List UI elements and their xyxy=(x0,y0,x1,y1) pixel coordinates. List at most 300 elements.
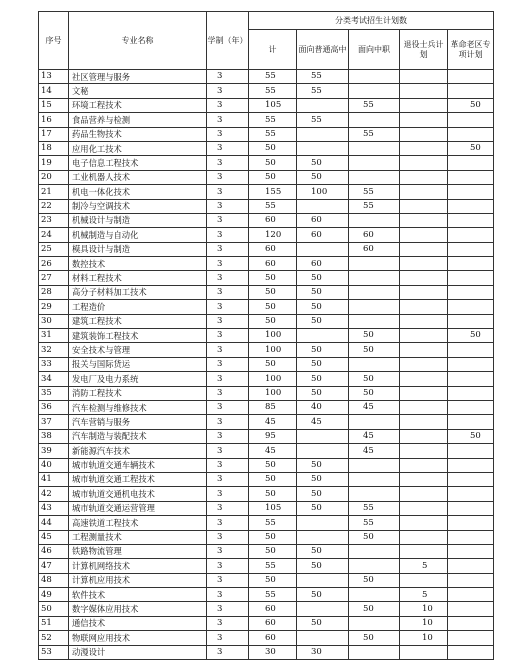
cell-general xyxy=(297,141,349,155)
enrollment-plan-table xyxy=(38,11,494,660)
cell-total: 55 xyxy=(249,516,297,530)
cell-revolutionary xyxy=(448,616,494,630)
cell-revolutionary xyxy=(448,530,494,544)
cell-general: 50 xyxy=(297,170,349,184)
table-row xyxy=(39,213,494,227)
cell-general xyxy=(297,444,349,458)
cell-years: 3 xyxy=(207,372,249,386)
table-row xyxy=(39,185,494,199)
cell-veterans xyxy=(400,98,448,112)
cell-secondary: 50 xyxy=(349,602,400,616)
cell-name: 高速铁道工程技术 xyxy=(69,516,207,530)
cell-veterans xyxy=(400,213,448,227)
table-row xyxy=(39,444,494,458)
cell-revolutionary xyxy=(448,400,494,414)
cell-secondary xyxy=(349,156,400,170)
cell-total: 45 xyxy=(249,415,297,429)
cell-revolutionary xyxy=(448,444,494,458)
cell-years: 3 xyxy=(207,84,249,98)
cell-general: 60 xyxy=(297,257,349,271)
header-years: 学制（年） xyxy=(207,12,249,70)
table-row xyxy=(39,616,494,630)
cell-general: 50 xyxy=(297,616,349,630)
table-row xyxy=(39,127,494,141)
cell-years: 3 xyxy=(207,343,249,357)
cell-revolutionary xyxy=(448,170,494,184)
table-row xyxy=(39,472,494,486)
cell-revolutionary xyxy=(448,228,494,242)
cell-no: 19 xyxy=(39,156,69,170)
cell-no: 35 xyxy=(39,386,69,400)
cell-revolutionary xyxy=(448,84,494,98)
cell-revolutionary xyxy=(448,487,494,501)
cell-total: 60 xyxy=(249,602,297,616)
cell-no: 13 xyxy=(39,70,69,84)
table-row xyxy=(39,70,494,84)
cell-years: 3 xyxy=(207,257,249,271)
cell-revolutionary xyxy=(448,559,494,573)
cell-name: 数控技术 xyxy=(69,257,207,271)
cell-total: 45 xyxy=(249,444,297,458)
cell-general xyxy=(297,631,349,645)
cell-name: 文秘 xyxy=(69,84,207,98)
cell-name: 电子信息工程技术 xyxy=(69,156,207,170)
cell-veterans xyxy=(400,444,448,458)
cell-secondary: 50 xyxy=(349,386,400,400)
cell-name: 计算机应用技术 xyxy=(69,573,207,587)
cell-veterans: 5 xyxy=(400,588,448,602)
table-row xyxy=(39,343,494,357)
cell-years: 3 xyxy=(207,530,249,544)
cell-secondary xyxy=(349,300,400,314)
table-row xyxy=(39,156,494,170)
cell-general xyxy=(297,127,349,141)
cell-general: 30 xyxy=(297,645,349,659)
table-row xyxy=(39,314,494,328)
cell-no: 39 xyxy=(39,444,69,458)
cell-veterans xyxy=(400,516,448,530)
table-row xyxy=(39,386,494,400)
table-row xyxy=(39,271,494,285)
table-row xyxy=(39,588,494,602)
cell-secondary xyxy=(349,415,400,429)
cell-general: 50 xyxy=(297,386,349,400)
cell-secondary xyxy=(349,141,400,155)
cell-name: 建筑工程技术 xyxy=(69,314,207,328)
table-row xyxy=(39,372,494,386)
cell-revolutionary xyxy=(448,516,494,530)
cell-veterans xyxy=(400,113,448,127)
cell-no: 15 xyxy=(39,98,69,112)
cell-total: 50 xyxy=(249,141,297,155)
cell-secondary: 55 xyxy=(349,516,400,530)
cell-secondary xyxy=(349,616,400,630)
cell-general: 50 xyxy=(297,343,349,357)
cell-revolutionary xyxy=(448,156,494,170)
cell-revolutionary xyxy=(448,70,494,84)
cell-secondary: 50 xyxy=(349,372,400,386)
cell-no: 49 xyxy=(39,588,69,602)
cell-name: 汽车制造与装配技术 xyxy=(69,429,207,443)
cell-general: 50 xyxy=(297,487,349,501)
cell-no: 18 xyxy=(39,141,69,155)
table-row xyxy=(39,329,494,343)
cell-revolutionary: 50 xyxy=(448,141,494,155)
cell-general xyxy=(297,530,349,544)
cell-name: 消防工程技术 xyxy=(69,386,207,400)
cell-veterans xyxy=(400,343,448,357)
cell-name: 汽车检测与维修技术 xyxy=(69,400,207,414)
cell-secondary: 55 xyxy=(349,98,400,112)
cell-revolutionary xyxy=(448,372,494,386)
cell-revolutionary: 50 xyxy=(448,329,494,343)
cell-years: 3 xyxy=(207,156,249,170)
cell-veterans xyxy=(400,285,448,299)
cell-name: 安全技术与管理 xyxy=(69,343,207,357)
cell-veterans xyxy=(400,415,448,429)
cell-revolutionary xyxy=(448,386,494,400)
cell-general: 50 xyxy=(297,559,349,573)
cell-general xyxy=(297,98,349,112)
cell-total: 100 xyxy=(249,329,297,343)
cell-name: 数字媒体应用技术 xyxy=(69,602,207,616)
cell-years: 3 xyxy=(207,588,249,602)
cell-revolutionary xyxy=(448,588,494,602)
cell-general: 60 xyxy=(297,213,349,227)
cell-veterans xyxy=(400,70,448,84)
cell-veterans xyxy=(400,242,448,256)
cell-years: 3 xyxy=(207,501,249,515)
cell-veterans xyxy=(400,141,448,155)
cell-veterans: 10 xyxy=(400,602,448,616)
cell-veterans xyxy=(400,544,448,558)
cell-secondary xyxy=(349,314,400,328)
cell-general: 50 xyxy=(297,271,349,285)
header-secondary: 面向中职 xyxy=(349,30,400,70)
cell-general: 55 xyxy=(297,113,349,127)
cell-secondary xyxy=(349,645,400,659)
cell-general xyxy=(297,516,349,530)
cell-no: 27 xyxy=(39,271,69,285)
cell-years: 3 xyxy=(207,559,249,573)
cell-revolutionary xyxy=(448,285,494,299)
cell-secondary: 60 xyxy=(349,242,400,256)
cell-total: 60 xyxy=(249,257,297,271)
cell-general xyxy=(297,602,349,616)
cell-name: 发电厂及电力系统 xyxy=(69,372,207,386)
cell-veterans xyxy=(400,530,448,544)
table-row xyxy=(39,170,494,184)
table-row xyxy=(39,415,494,429)
table-row xyxy=(39,544,494,558)
cell-veterans xyxy=(400,271,448,285)
cell-years: 3 xyxy=(207,472,249,486)
cell-general xyxy=(297,429,349,443)
cell-general: 50 xyxy=(297,458,349,472)
cell-veterans xyxy=(400,314,448,328)
cell-no: 43 xyxy=(39,501,69,515)
cell-years: 3 xyxy=(207,271,249,285)
cell-total: 85 xyxy=(249,400,297,414)
header-veterans: 退役士兵计划 xyxy=(400,30,448,70)
cell-no: 41 xyxy=(39,472,69,486)
table-row xyxy=(39,257,494,271)
cell-name: 工程造价 xyxy=(69,300,207,314)
cell-years: 3 xyxy=(207,329,249,343)
cell-no: 47 xyxy=(39,559,69,573)
cell-total: 50 xyxy=(249,487,297,501)
cell-name: 计算机网络技术 xyxy=(69,559,207,573)
cell-secondary: 55 xyxy=(349,185,400,199)
cell-total: 50 xyxy=(249,156,297,170)
cell-general: 60 xyxy=(297,228,349,242)
table-row xyxy=(39,113,494,127)
cell-secondary: 50 xyxy=(349,329,400,343)
cell-revolutionary xyxy=(448,631,494,645)
cell-veterans xyxy=(400,199,448,213)
cell-general: 50 xyxy=(297,501,349,515)
cell-veterans xyxy=(400,357,448,371)
cell-years: 3 xyxy=(207,98,249,112)
cell-name: 制冷与空调技术 xyxy=(69,199,207,213)
cell-veterans xyxy=(400,645,448,659)
cell-years: 3 xyxy=(207,213,249,227)
cell-revolutionary xyxy=(448,242,494,256)
cell-years: 3 xyxy=(207,113,249,127)
cell-total: 50 xyxy=(249,530,297,544)
cell-name: 城市轨道交通车辆技术 xyxy=(69,458,207,472)
table-row xyxy=(39,530,494,544)
cell-total: 155 xyxy=(249,185,297,199)
cell-no: 46 xyxy=(39,544,69,558)
cell-veterans xyxy=(400,84,448,98)
cell-name: 工业机器人技术 xyxy=(69,170,207,184)
header-general: 面向普通高中 xyxy=(297,30,349,70)
cell-years: 3 xyxy=(207,544,249,558)
cell-revolutionary xyxy=(448,213,494,227)
cell-no: 44 xyxy=(39,516,69,530)
table-row xyxy=(39,285,494,299)
cell-revolutionary xyxy=(448,501,494,515)
cell-general xyxy=(297,573,349,587)
cell-general: 50 xyxy=(297,300,349,314)
cell-total: 60 xyxy=(249,213,297,227)
cell-years: 3 xyxy=(207,487,249,501)
cell-name: 城市轨道交通工程技术 xyxy=(69,472,207,486)
cell-total: 55 xyxy=(249,588,297,602)
cell-name: 城市轨道交通机电技术 xyxy=(69,487,207,501)
cell-total: 50 xyxy=(249,357,297,371)
cell-general: 50 xyxy=(297,372,349,386)
cell-name: 城市轨道交通运营管理 xyxy=(69,501,207,515)
table-row xyxy=(39,98,494,112)
cell-total: 55 xyxy=(249,559,297,573)
cell-veterans xyxy=(400,127,448,141)
cell-name: 高分子材料加工技术 xyxy=(69,285,207,299)
cell-general: 50 xyxy=(297,314,349,328)
cell-revolutionary xyxy=(448,472,494,486)
cell-general xyxy=(297,199,349,213)
table-row xyxy=(39,357,494,371)
cell-total: 55 xyxy=(249,84,297,98)
cell-general: 50 xyxy=(297,357,349,371)
cell-veterans: 5 xyxy=(400,559,448,573)
cell-total: 55 xyxy=(249,199,297,213)
cell-name: 机械制造与自动化 xyxy=(69,228,207,242)
cell-no: 34 xyxy=(39,372,69,386)
cell-no: 42 xyxy=(39,487,69,501)
cell-years: 3 xyxy=(207,141,249,155)
cell-revolutionary xyxy=(448,415,494,429)
cell-years: 3 xyxy=(207,631,249,645)
cell-total: 50 xyxy=(249,271,297,285)
cell-secondary xyxy=(349,213,400,227)
cell-veterans xyxy=(400,386,448,400)
cell-no: 21 xyxy=(39,185,69,199)
cell-name: 通信技术 xyxy=(69,616,207,630)
cell-years: 3 xyxy=(207,386,249,400)
cell-no: 52 xyxy=(39,631,69,645)
cell-revolutionary xyxy=(448,343,494,357)
cell-years: 3 xyxy=(207,127,249,141)
cell-secondary xyxy=(349,357,400,371)
cell-veterans xyxy=(400,487,448,501)
cell-name: 物联网应用技术 xyxy=(69,631,207,645)
cell-secondary: 45 xyxy=(349,444,400,458)
cell-total: 50 xyxy=(249,285,297,299)
table-row xyxy=(39,559,494,573)
cell-name: 环境工程技术 xyxy=(69,98,207,112)
cell-secondary: 45 xyxy=(349,429,400,443)
table-row xyxy=(39,400,494,414)
cell-general: 50 xyxy=(297,156,349,170)
table-header xyxy=(39,12,494,70)
cell-total: 30 xyxy=(249,645,297,659)
cell-total: 50 xyxy=(249,314,297,328)
cell-general: 55 xyxy=(297,84,349,98)
cell-veterans xyxy=(400,156,448,170)
header-name: 专业名称 xyxy=(69,12,207,70)
table-row xyxy=(39,458,494,472)
cell-no: 28 xyxy=(39,285,69,299)
cell-total: 105 xyxy=(249,501,297,515)
cell-no: 36 xyxy=(39,400,69,414)
cell-general: 50 xyxy=(297,472,349,486)
cell-secondary: 55 xyxy=(349,127,400,141)
cell-total: 60 xyxy=(249,616,297,630)
cell-general xyxy=(297,242,349,256)
cell-name: 报关与国际货运 xyxy=(69,357,207,371)
cell-revolutionary xyxy=(448,271,494,285)
cell-no: 51 xyxy=(39,616,69,630)
cell-years: 3 xyxy=(207,185,249,199)
enrollment-plan-sheet xyxy=(38,11,493,660)
cell-revolutionary xyxy=(448,257,494,271)
cell-revolutionary xyxy=(448,573,494,587)
cell-revolutionary xyxy=(448,127,494,141)
table-row xyxy=(39,516,494,530)
cell-name: 工程测量技术 xyxy=(69,530,207,544)
cell-veterans xyxy=(400,400,448,414)
cell-years: 3 xyxy=(207,314,249,328)
table-row xyxy=(39,242,494,256)
cell-revolutionary xyxy=(448,113,494,127)
cell-veterans xyxy=(400,228,448,242)
cell-revolutionary xyxy=(448,458,494,472)
cell-veterans xyxy=(400,257,448,271)
cell-no: 22 xyxy=(39,199,69,213)
cell-total: 50 xyxy=(249,170,297,184)
header-group: 分类考试招生计划数 xyxy=(249,12,494,30)
cell-no: 26 xyxy=(39,257,69,271)
cell-total: 100 xyxy=(249,343,297,357)
cell-years: 3 xyxy=(207,458,249,472)
cell-secondary: 45 xyxy=(349,400,400,414)
header-total: 计 xyxy=(249,30,297,70)
cell-veterans xyxy=(400,372,448,386)
table-row xyxy=(39,631,494,645)
cell-name: 食品营养与检测 xyxy=(69,113,207,127)
cell-revolutionary xyxy=(448,300,494,314)
cell-total: 120 xyxy=(249,228,297,242)
header-revolutionary: 革命老区专项计划 xyxy=(448,30,494,70)
cell-years: 3 xyxy=(207,516,249,530)
cell-no: 50 xyxy=(39,602,69,616)
cell-veterans: 10 xyxy=(400,631,448,645)
cell-veterans xyxy=(400,501,448,515)
cell-general: 50 xyxy=(297,544,349,558)
table-row xyxy=(39,645,494,659)
cell-revolutionary xyxy=(448,185,494,199)
cell-revolutionary: 50 xyxy=(448,98,494,112)
cell-years: 3 xyxy=(207,444,249,458)
cell-general: 45 xyxy=(297,415,349,429)
cell-no: 32 xyxy=(39,343,69,357)
cell-total: 100 xyxy=(249,386,297,400)
cell-name: 建筑装饰工程技术 xyxy=(69,329,207,343)
cell-total: 50 xyxy=(249,573,297,587)
cell-no: 20 xyxy=(39,170,69,184)
cell-secondary: 50 xyxy=(349,573,400,587)
cell-total: 100 xyxy=(249,372,297,386)
cell-years: 3 xyxy=(207,285,249,299)
cell-years: 3 xyxy=(207,242,249,256)
cell-total: 55 xyxy=(249,113,297,127)
cell-total: 55 xyxy=(249,127,297,141)
cell-no: 45 xyxy=(39,530,69,544)
cell-years: 3 xyxy=(207,645,249,659)
cell-no: 24 xyxy=(39,228,69,242)
cell-no: 38 xyxy=(39,429,69,443)
cell-secondary xyxy=(349,458,400,472)
cell-name: 药品生物技术 xyxy=(69,127,207,141)
cell-total: 50 xyxy=(249,300,297,314)
cell-no: 30 xyxy=(39,314,69,328)
cell-veterans xyxy=(400,573,448,587)
cell-revolutionary xyxy=(448,357,494,371)
cell-no: 37 xyxy=(39,415,69,429)
cell-secondary xyxy=(349,70,400,84)
table-row xyxy=(39,429,494,443)
table-row xyxy=(39,84,494,98)
cell-secondary xyxy=(349,113,400,127)
cell-general: 50 xyxy=(297,588,349,602)
cell-revolutionary xyxy=(448,199,494,213)
cell-name: 材料工程技术 xyxy=(69,271,207,285)
cell-years: 3 xyxy=(207,228,249,242)
cell-secondary xyxy=(349,285,400,299)
cell-secondary xyxy=(349,271,400,285)
